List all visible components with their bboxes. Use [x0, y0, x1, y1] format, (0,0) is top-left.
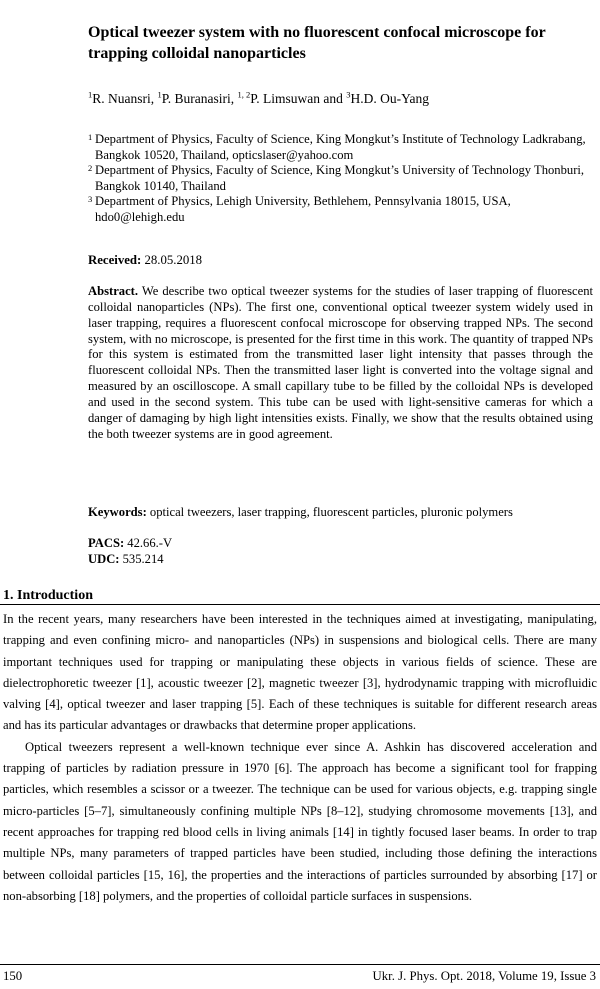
- affiliation-number: 3: [88, 194, 93, 205]
- author: [238, 91, 347, 106]
- abstract-text: We describe two optical tweezer systems for the studies of laser trapping of fluorescent colloidal nanoparticles (NPs). The first one, conventional optical tweezer system widely used in laser trapping, requires a fluorescent confocal microscope for observing trapped NPs. The second system, with no microscope, is presented for the first time in this work. The quantity of trapped NPs for this system is estimated from the transmitted laser light intensity that passes through the fluorescent colloidal NPs. Then the transmitted laser light is converted into the voltage signal and measured by an oscilloscope. A small capillary tube to be filled by the colloidal NPs is developed and used in the second system. This tube can be used with light-sensitive cameras for which a danger of damaging by high light intensities exists. Finally, we show that the results obtained using the both tweezer systems are in good agreement.: [88, 284, 593, 441]
- affiliation-number: 1: [88, 132, 93, 142]
- keywords: [88, 504, 598, 520]
- author: [158, 91, 238, 106]
- received-value: 28.05.2018: [141, 253, 203, 267]
- paragraph: Optical tweezers represent a well-known technique ever since A. Ashkin has discovered acceleration and trapping of particles by radiation pressure in 1970 [6]. The approach has become a significant tool for frapping particles, which resembles a scissor or a tweezer. The technique can be used for various objects, e.g. trapping single micro-particles [5–7], simultaneously confining multiple NPs [8–12], studying chromosome movements [13], and recent approaches for trapping red blood cells in living animals [14] in tightly focused laser beams. In order to trap multiple NPs, many parameters of trapped particles have been studied, including those defining the interactions between colloidal particles [15, 16], the properties and the interactions of particles surrounded by absorbing [17] or non-absorbing [18] polymers, and the properties of colloidal particle surfaces in suspensions.: [3, 739, 597, 903]
- affiliation: [88, 194, 598, 225]
- author-separator: ,: [150, 91, 158, 106]
- journal-citation: Ukr. J. Phys. Opt. 2018, Volume 19, Issue 3: [372, 969, 596, 983]
- affiliation-text: Department of Physics, Faculty of Science, King Mongkut’s University of Technology Thonburi, Bangkok 10140, Thailand: [95, 163, 585, 193]
- author-list: [88, 90, 593, 108]
- affiliation: [88, 132, 598, 163]
- affiliations: [88, 132, 598, 226]
- abstract-label: Abstract.: [88, 284, 139, 298]
- paragraph: In the recent years, many researchers have been interested in the techniques aimed at investigating, manipulating, trapping and even confining micro- and nanoparticles (NPs) in suspensions and biological cells. There are many important techniques used for trapping or manipulating these objects in various fields of science. These are dielectrophoretic tweezer [1], acoustic tweezer [2], magnetic tweezer [3], hydrodynamic trapping with microfluidic valving [4], optical tweezer and laser trapping [5]. Each of these techniques is suitable for different research areas and has its particular advantages or drawbacks that determine proper applications.: [3, 612, 597, 733]
- affiliation-text: Department of Physics, Faculty of Science, King Mongkut’s Institute of Technology Ladkrabang, Bangkok 10520, Thailand, opticslaser@yahoo.com: [95, 132, 586, 162]
- section-divider: [0, 604, 600, 605]
- paper-title: Optical tweezer system with no fluorescent confocal microscope for trapping colloidal nanoparticles: [88, 24, 546, 62]
- keywords-label: Keywords:: [88, 505, 147, 519]
- udc-line: [88, 552, 172, 568]
- pacs-value: 42.66.-V: [124, 536, 173, 550]
- author-affil-sup: 1, 2: [237, 89, 251, 100]
- author-affil-sup: 1: [88, 89, 93, 100]
- received-date: [88, 252, 202, 268]
- author-name: H.D. Ou-Yang: [350, 91, 430, 106]
- author: [88, 91, 158, 106]
- body-text: [3, 609, 597, 907]
- keywords-value: optical tweezers, laser trapping, fluorescent particles, pluronic polymers: [146, 505, 513, 519]
- classification-codes: [88, 536, 172, 567]
- received-label: Received:: [88, 253, 142, 267]
- udc-label: UDC:: [88, 551, 120, 566]
- author-separator: ,: [230, 91, 238, 106]
- author-name: P. Buranasiri: [161, 91, 231, 106]
- author-name: P. Limsuwan: [250, 91, 321, 106]
- author-name: R. Nuansri: [92, 91, 151, 106]
- author: [346, 91, 429, 106]
- affiliation: [88, 163, 598, 194]
- author-affil-sup: 1: [157, 89, 162, 100]
- author-separator: and: [320, 91, 347, 106]
- affiliation-number: 2: [88, 163, 93, 174]
- page-number: 150: [3, 969, 23, 983]
- footer-divider: [0, 964, 600, 965]
- section-heading: 1. Introduction: [3, 588, 93, 603]
- pacs-label: PACS:: [88, 536, 125, 550]
- affiliation-text: Department of Physics, Lehigh University, Bethlehem, Pennsylvania 18015, USA, hdo0@lehigh.edu: [95, 194, 511, 224]
- abstract: [88, 284, 593, 442]
- pacs-line: [88, 536, 172, 552]
- author-affil-sup: 3: [346, 89, 351, 100]
- udc-value: 535.214: [119, 551, 164, 566]
